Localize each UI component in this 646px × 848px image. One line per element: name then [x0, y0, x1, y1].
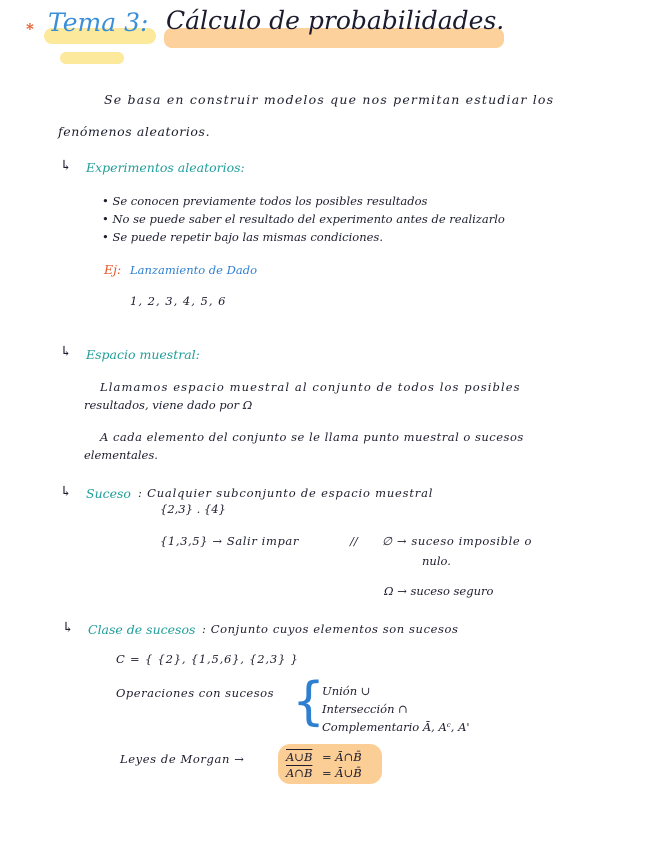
heading-clase: Clase de sucesos [88, 622, 196, 637]
morgan-law1-right: = Ā∩B̄ [322, 750, 362, 764]
bullet-1: • Se conocen previamente todos los posibles resultados [102, 194, 428, 208]
op-intersection: Intersección ∩ [322, 702, 408, 716]
intro-line-2: fenómenos aleatorios. [58, 124, 211, 139]
morgan-law2-left: A∩B [286, 766, 313, 780]
suceso-sep: // [350, 534, 358, 548]
arrow-icon: ↳ [62, 620, 74, 636]
intro-line-1: Se basa en construir modelos que nos permitan estudiar los [104, 92, 555, 107]
heading-suceso: Suceso [86, 486, 131, 501]
espacio-p2-line2: elementales. [84, 448, 158, 462]
bullet-3: • Se puede repetir bajo las mismas condiciones. [102, 230, 383, 244]
op-complement: Complementario Ā, Aᶜ, A' [322, 720, 470, 734]
espacio-p1-line2: resultados, viene dado por Ω [84, 398, 253, 412]
heading-experimentos: Experimentos aleatorios: [86, 160, 245, 175]
morgan-law1-left: A∪B [286, 750, 313, 764]
espacio-p1-line1: Llamamos espacio muestral al conjunto de todos los posibles [100, 380, 521, 394]
arrow-icon: ↳ [60, 344, 72, 360]
ops-label: Operaciones con sucesos [116, 686, 274, 700]
page-title: Cálculo de probabilidades. [166, 6, 505, 35]
arrow-icon: ↳ [60, 484, 72, 500]
ej-values: 1, 2, 3, 4, 5, 6 [130, 294, 227, 308]
clase-example: C = { {2}, {1,5,6}, {2,3} } [116, 652, 299, 666]
brace-icon: { [292, 672, 326, 732]
ej-text: Lanzamiento de Dado [130, 263, 257, 277]
title-tema: Tema 3: [48, 8, 149, 37]
op-union: Unión ∪ [322, 684, 371, 698]
star-icon: * [26, 20, 34, 38]
arrow-icon: ↳ [60, 158, 72, 174]
suceso-empty2: nulo. [422, 554, 451, 568]
morgan-law2-right: = Ā∪B̄ [322, 766, 362, 780]
title-highlight-tema-small [60, 52, 124, 64]
suceso-omega: Ω → suceso seguro [384, 584, 494, 598]
bullet-2: • No se puede saber el resultado del experimento antes de realizarlo [102, 212, 505, 226]
suceso-ex1: {2,3} . {4} [160, 502, 226, 516]
suceso-def: : Cualquier subconjunto de espacio muestral [138, 486, 434, 500]
heading-espacio: Espacio muestral: [86, 347, 200, 362]
espacio-p2-line1: A cada elemento del conjunto se le llama punto muestral o sucesos [100, 430, 524, 444]
ej-label: Ej: [104, 262, 122, 277]
suceso-empty: ∅ → suceso imposible o [382, 534, 533, 548]
suceso-ex2: {1,3,5} → Salir impar [160, 534, 299, 548]
morgan-label: Leyes de Morgan → [120, 752, 245, 766]
clase-def: : Conjunto cuyos elementos son sucesos [202, 622, 459, 636]
